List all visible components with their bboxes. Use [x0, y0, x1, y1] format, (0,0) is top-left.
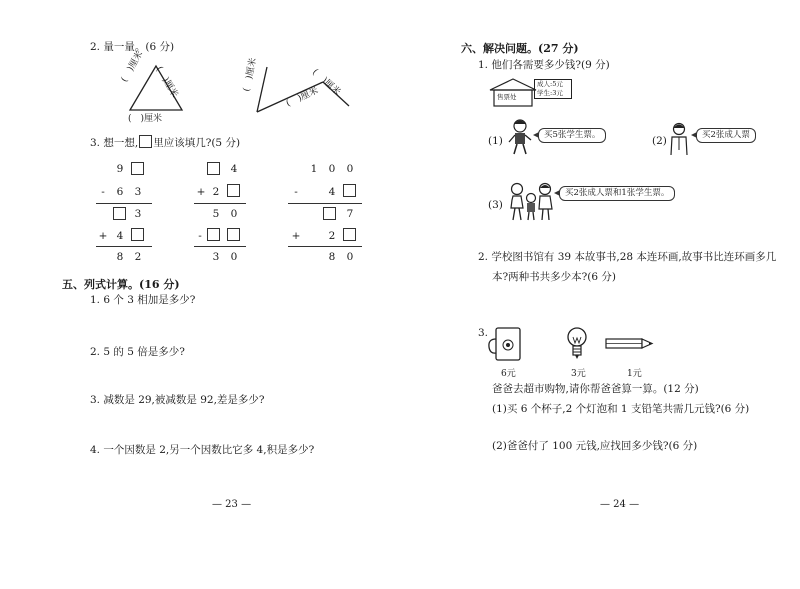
p1-r2-d2: 3 [134, 186, 142, 198]
p1-rule-1 [96, 203, 152, 204]
p2-op4: - [198, 230, 202, 242]
cup-icon [490, 325, 528, 363]
p1-r4-d1: 4 [116, 230, 124, 242]
sec5-item-4: 4. 一个因数是 2,另一个因数比它多 4,积是多少? [90, 444, 315, 456]
p3-r2-box[interactable] [343, 184, 356, 197]
p1-r3-box[interactable] [113, 207, 126, 220]
rq1-title: 1. 他们各需要多少钱?(9 分) [478, 59, 610, 71]
rq1-item3-label: (3) [488, 199, 503, 211]
angle-label-3: ( )厘米 [309, 67, 342, 98]
student-boy-icon [507, 118, 533, 156]
angle-label-1: ( )厘米 [241, 57, 259, 93]
p2-r5-d2: 0 [230, 251, 238, 263]
triangle-right-label: ( )厘米 [153, 65, 180, 100]
p3-rule-1 [288, 203, 362, 204]
p2-r2-d1: 2 [212, 186, 220, 198]
rq2-line2: 本?两种书共多少本?(6 分) [492, 271, 616, 283]
p3-r3-box[interactable] [323, 207, 336, 220]
p3-r2-d2: 4 [328, 186, 336, 198]
p1-rule-2 [96, 246, 152, 247]
p3-op4: + [291, 230, 301, 242]
p2-r4-box-2[interactable] [227, 228, 240, 241]
p1-r5-d2: 2 [134, 251, 142, 263]
family-group-icon [507, 182, 555, 222]
p2-r3-d2: 0 [230, 208, 238, 220]
price-board [534, 79, 572, 99]
q2-title: 2. 量一量。(6 分) [90, 41, 175, 53]
p3-r1-d3: 0 [346, 163, 354, 175]
sec5-item-3: 3. 减数是 29,被减数是 92,差是多少? [90, 394, 265, 406]
rq3-sub2: (2)爸爸付了 100 元钱,应找回多少钱?(6 分) [492, 440, 698, 452]
p3-r1-d2: 0 [328, 163, 336, 175]
rq1-item2-label: (2) [652, 135, 667, 147]
p2-r2-box[interactable] [227, 184, 240, 197]
p3-r5-d3: 0 [346, 251, 354, 263]
p3-op2: - [294, 186, 298, 198]
rq3-line1: 爸爸去超市购物,请你帮爸爸算一算。(12 分) [492, 383, 699, 395]
page-number-right: — 24 — [600, 499, 640, 510]
triangle-left-label: ( )厘米 [119, 49, 146, 84]
p1-op2: - [101, 186, 105, 198]
p2-r5-d1: 3 [212, 251, 220, 263]
p1-r5-d1: 8 [116, 251, 124, 263]
p2-r4-box-1[interactable] [207, 228, 220, 241]
p2-op2: + [196, 186, 206, 198]
price-cup: 6元 [501, 369, 516, 379]
p2-r3-d1: 5 [212, 208, 220, 220]
price-bulb: 3元 [571, 369, 586, 379]
rq2-line1: 2. 学校图书馆有 39 本故事书,28 本连环画,故事书比连环画多几 [478, 251, 777, 263]
q3-title-pre: 3. 想一想, [90, 137, 139, 149]
rq3-number: 3. [478, 327, 489, 339]
p2-rule-1 [194, 203, 246, 204]
sec5-item-2: 2. 5 的 5 倍是多少? [90, 346, 185, 358]
adult-man-icon [668, 122, 690, 156]
p2-r1-d2: 4 [230, 163, 238, 175]
angle-label-2: ( )厘米 [284, 85, 320, 109]
bubble-3: 买2张成人票和1张学生票。 [559, 186, 675, 201]
p1-r1-d1: 9 [116, 163, 124, 175]
q3-title-post: 里应该填几?(5 分) [153, 137, 241, 149]
sec5-title: 五、列式计算。(16 分) [62, 278, 180, 291]
p3-r3-d3: 7 [346, 208, 354, 220]
price-pencil: 1元 [627, 369, 642, 379]
p1-r4-box[interactable] [131, 228, 144, 241]
page-number-left: — 23 — [212, 499, 252, 510]
bubble-2: 买2张成人票 [696, 128, 756, 143]
p1-r1-box[interactable] [131, 162, 144, 175]
p2-r1-box[interactable] [207, 162, 220, 175]
p3-r4-box[interactable] [343, 228, 356, 241]
rq3-sub1: (1)买 6 个杯子,2 个灯泡和 1 支铅笔共需几元钱?(6 分) [492, 403, 750, 415]
rq1-item1-label: (1) [488, 135, 503, 147]
p3-r5-d2: 8 [328, 251, 336, 263]
sec5-item-1: 1. 6 个 3 相加是多少? [90, 294, 196, 306]
answer-box-sample [139, 135, 152, 148]
ticket-office-label: 售票处 [497, 93, 517, 101]
p1-r3-d2: 3 [134, 208, 142, 220]
p3-r4-d2: 2 [328, 230, 336, 242]
p3-rule-2 [288, 246, 362, 247]
p2-rule-2 [194, 246, 246, 247]
p1-op4: + [98, 230, 108, 242]
triangle-bottom-label: ( )厘米 [128, 114, 163, 124]
q3-title [90, 135, 240, 150]
pencil-icon [604, 337, 654, 351]
p1-r2-d1: 6 [116, 186, 124, 198]
price-adult: 成人:5元 [537, 80, 563, 88]
sec6-title: 六、解决问题。(27 分) [461, 42, 579, 55]
p3-r1-d1: 1 [310, 163, 318, 175]
light-bulb-icon [564, 326, 590, 364]
bubble-1: 买5张学生票。 [538, 128, 606, 143]
price-student: 学生:3元 [537, 89, 563, 97]
